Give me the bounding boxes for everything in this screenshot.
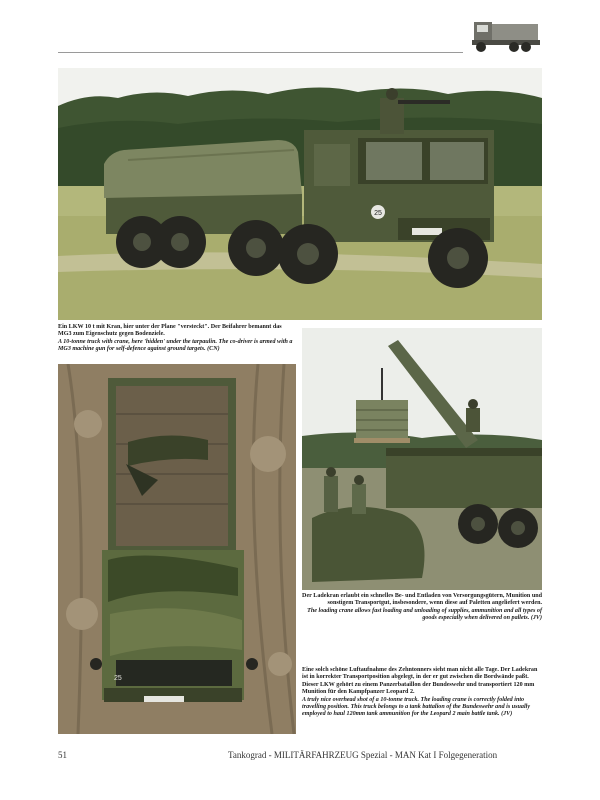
photo-truck-field <box>58 68 542 320</box>
caption-crane-english: The loading crane allows fast loading and unloading of supplies, ammunition and all types of goods especially when delivered on pallets. (JV) <box>307 607 542 622</box>
caption-main-english: A 10-tonne truck with crane, here 'hidden' under the tarpaulin. The co-driver is armed with a MG3 machine gun for self-defence against ground targets. (CN) <box>58 338 293 353</box>
caption-overhead-german: Eine solch schöne Luftaufnahme des Zehntonners sieht man nicht alle Tage. Der Ladekran ist in korrekter Transportposition abgelegt, in der er gut zwischen die Bordwände paßt. Dieser LKW gehört zu einem Panzerbataillon der Bundeswehr und transportiert 120 mm Munition für den Kampfpanzer Leopard 2. <box>302 667 538 696</box>
caption-crane-german: Der Ladekran erlaubt ein schnelles Be- und Entladen von Versorgungsgütern, Munition und sonstigem Transportgut, insbesondere, wenn diese auf Paletten angeliefert werden. <box>302 593 542 607</box>
photo-truck-crane <box>302 328 542 590</box>
header-truck-icon <box>470 14 542 56</box>
page-number: 51 <box>58 750 67 760</box>
caption-crane-photo <box>302 593 542 623</box>
photo-truck-overhead <box>58 364 296 734</box>
overhead-truck-number: 25 <box>114 675 122 682</box>
caption-overhead-photo <box>302 667 542 719</box>
caption-overhead-english: A truly nice overhead shot of a 10-tonne truck. The loading crane is correctly folded into travelling position. This truck belongs to a tank battalion of the Bundeswehr and is usually employed to haul 120mm tank ammunition for the Leopard 2 main battle tank. (JV) <box>302 696 531 718</box>
main-truck-number: 25 <box>374 210 382 217</box>
footer-title: Tankograd - MILITÄRFAHRZEUG Spezial - MAN Kat I Folgegeneration <box>228 750 498 760</box>
caption-main-german: Ein LKW 10 t mit Kran, hier unter der Plane "versteckt". Der Beifahrer bemannt das MG3 zum Eigenschutz gegen Bodenziele. <box>58 324 282 338</box>
caption-main-photo <box>58 324 296 354</box>
header-rule <box>58 52 463 53</box>
